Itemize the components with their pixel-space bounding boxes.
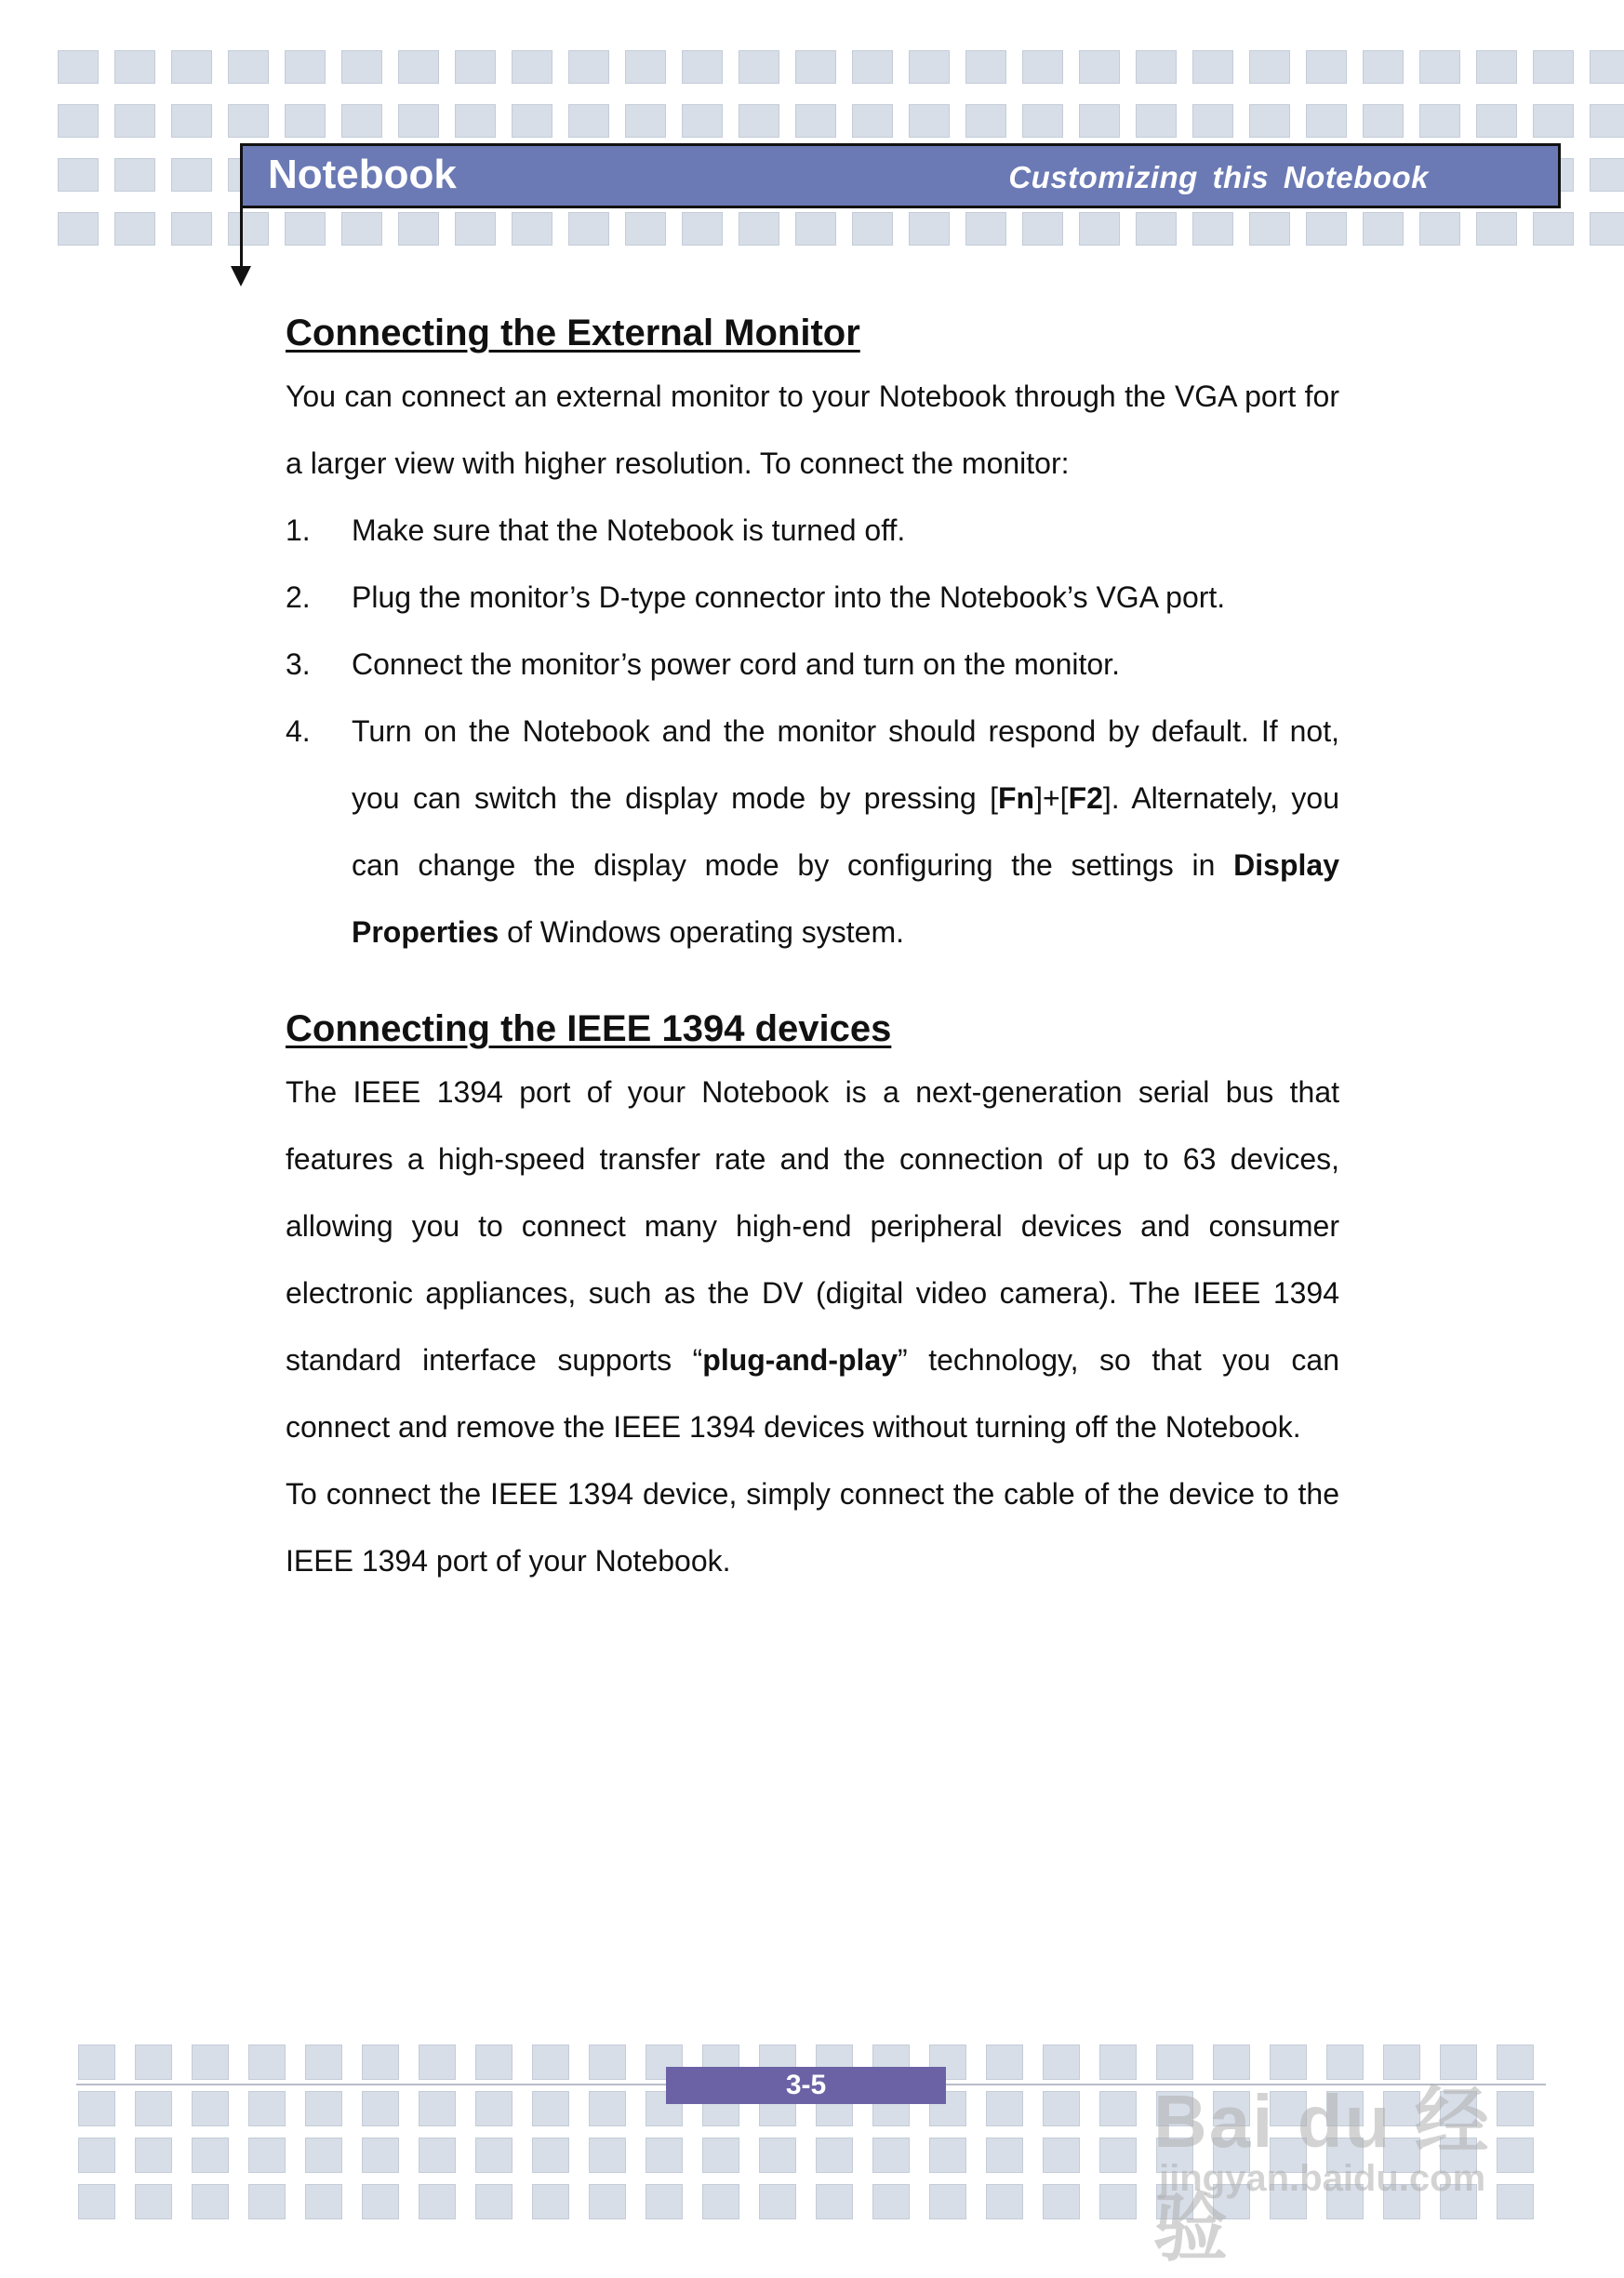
decorative-tile: [702, 2138, 739, 2173]
decorative-tile: [702, 2184, 739, 2219]
decorative-tile: [1590, 212, 1624, 246]
step-text: Connect the monitor’s power cord and turn on the monitor.: [352, 647, 1120, 681]
decorative-tile: [135, 2091, 172, 2126]
decorative-tile: [58, 104, 99, 138]
decorative-tile: [568, 104, 609, 138]
decorative-tile: [398, 50, 439, 84]
decorative-tile: [305, 2045, 342, 2080]
decorative-tile: [475, 2045, 512, 2080]
decorative-tile: [1249, 50, 1290, 84]
decorative-tile: [1099, 2091, 1137, 2126]
decorative-tile: [1192, 104, 1233, 138]
decorative-tile: [455, 212, 496, 246]
decorative-tile: [362, 2184, 399, 2219]
decorative-tile: [1590, 50, 1624, 84]
decorative-tile: [78, 2184, 115, 2219]
decorative-tile: [1136, 50, 1177, 84]
step-item: [286, 564, 1339, 631]
decorative-tile: [532, 2184, 569, 2219]
decorative-tile: [1363, 104, 1404, 138]
decorative-tile: [986, 2138, 1023, 2173]
decorative-tile: [58, 50, 99, 84]
decorative-tile: [1419, 104, 1460, 138]
decorative-tile: [171, 212, 212, 246]
decorative-tile: [1192, 212, 1233, 246]
decorative-tile: [682, 212, 723, 246]
decorative-tile: [625, 212, 666, 246]
decorative-tile: [739, 50, 779, 84]
decorative-tile: [512, 50, 552, 84]
decorative-tile: [192, 2184, 229, 2219]
decorative-tile: [759, 2184, 796, 2219]
decorative-tile: [192, 2045, 229, 2080]
decorative-tile: [965, 212, 1006, 246]
decorative-tile: [1590, 158, 1624, 192]
decorative-tile: [285, 104, 326, 138]
decorative-tile: [589, 2045, 626, 2080]
watermark-brand: Bai du 经验: [1153, 2080, 1491, 2270]
decorative-tile: [1363, 50, 1404, 84]
decorative-tile: [589, 2138, 626, 2173]
decorative-tile: [305, 2138, 342, 2173]
decorative-tile: [512, 212, 552, 246]
decorative-tile: [1022, 50, 1063, 84]
decorative-tile: [1079, 104, 1120, 138]
monitor-intro: You can connect an external monitor to your Notebook through the VGA port for a larger view with higher resolution. To connect the monitor:: [286, 380, 1339, 480]
decorative-tile: [1306, 104, 1347, 138]
decorative-tile: [1533, 104, 1574, 138]
step-text: Make sure that the Notebook is turned off.: [352, 513, 906, 547]
decorative-tile: [362, 2138, 399, 2173]
decorative-tile: [135, 2138, 172, 2173]
decorative-tile: [248, 2184, 286, 2219]
decorative-tile: [114, 158, 155, 192]
decorative-tile: [475, 2184, 512, 2219]
decorative-tile: [192, 2091, 229, 2126]
decorative-tile: [965, 104, 1006, 138]
section-heading-ieee1394: Connecting the IEEE 1394 devices: [286, 1008, 892, 1049]
decorative-tile: [909, 104, 950, 138]
decorative-tile: [192, 2138, 229, 2173]
decorative-tile: [1306, 212, 1347, 246]
decorative-tile: [362, 2045, 399, 2080]
decorative-tile: [398, 104, 439, 138]
decorative-tile: [1043, 2045, 1080, 2080]
decorative-tile: [929, 2184, 966, 2219]
decorative-tile: [1136, 104, 1177, 138]
decorative-tile: [305, 2091, 342, 2126]
decorative-tile: [872, 2138, 910, 2173]
key-f2: F2: [1068, 781, 1103, 815]
decorative-tile: [78, 2091, 115, 2126]
decorative-tile: [795, 104, 836, 138]
decorative-tile: [795, 50, 836, 84]
decorative-tile: [398, 212, 439, 246]
decorative-tile: [58, 158, 99, 192]
decorative-tile: [135, 2184, 172, 2219]
decorative-tile: [568, 50, 609, 84]
decorative-tile: [816, 2138, 853, 2173]
down-arrow-icon: [231, 266, 251, 286]
decorative-tile: [852, 50, 893, 84]
decorative-tile: [1249, 104, 1290, 138]
key-fn: Fn: [998, 781, 1035, 815]
ieee-paragraph-1: [286, 1059, 1339, 1460]
decorative-tile: [986, 2184, 1023, 2219]
decorative-tile: [1363, 212, 1404, 246]
decorative-tile: [625, 50, 666, 84]
decorative-tile: [341, 104, 382, 138]
decorative-tile: [1043, 2138, 1080, 2173]
decorative-tile: [872, 2184, 910, 2219]
decorative-tile: [475, 2138, 512, 2173]
step-text: ]. Alternately, you can change the display mode by configuring the settings in: [352, 781, 1339, 882]
header-section-title: Customizing this Notebook: [1008, 160, 1429, 194]
decorative-tile: [58, 212, 99, 246]
decorative-tile: [171, 158, 212, 192]
decorative-tile: [1099, 2184, 1137, 2219]
step-number: 2.: [286, 580, 311, 614]
display-properties-term: Display Properties: [352, 848, 1339, 949]
decorative-tile: [532, 2091, 569, 2126]
decorative-tile: [1022, 212, 1063, 246]
decorative-tile: [795, 212, 836, 246]
decorative-tile: [1249, 212, 1290, 246]
decorative-tile: [248, 2091, 286, 2126]
decorative-tile: [1079, 212, 1120, 246]
decorative-tile: [362, 2091, 399, 2126]
decorative-tile: [986, 2091, 1023, 2126]
main-content: [286, 303, 1339, 1594]
decorative-tile: [419, 2138, 456, 2173]
step-number: 1.: [286, 513, 311, 547]
decorative-tile: [1476, 50, 1517, 84]
decorative-tile: [305, 2184, 342, 2219]
section-heading-monitor: Connecting the External Monitor: [286, 313, 860, 353]
ieee-text: The IEEE 1394 port of your Notebook is a next-generation serial bus that features a high-speed transfer rate and the connection of up to 63 devices, allowing you to connect many high-end peripheral devices and consumer electronic appliances, such as the DV (digital video camera). The IEEE 1394 standard interface supports “: [286, 1075, 1339, 1377]
step-number: 3.: [286, 647, 311, 681]
decorative-tile: [739, 104, 779, 138]
decorative-tile: [1022, 104, 1063, 138]
arrow-line: [240, 208, 243, 270]
step-text: Plug the monitor’s D-type connector into the Notebook’s VGA port.: [352, 580, 1226, 614]
decorative-tile: [248, 2045, 286, 2080]
decorative-tile: [1306, 50, 1347, 84]
decorative-tile: [228, 212, 269, 246]
decorative-tile: [78, 2045, 115, 2080]
monitor-steps: [286, 497, 1339, 966]
decorative-tile: [1590, 104, 1624, 138]
decorative-tile: [228, 104, 269, 138]
step-item: [286, 698, 1339, 966]
decorative-tile: [512, 104, 552, 138]
decorative-tile: [475, 2091, 512, 2126]
decorative-tile: [1099, 2045, 1137, 2080]
decorative-tile: [759, 2138, 796, 2173]
decorative-tile: [171, 104, 212, 138]
step-text: ]+[: [1034, 781, 1069, 815]
decorative-tile: [135, 2045, 172, 2080]
page-number: 3-5: [666, 2067, 946, 2104]
decorative-tile: [1192, 50, 1233, 84]
decorative-tile: [248, 2138, 286, 2173]
decorative-tile: [986, 2045, 1023, 2080]
decorative-tile: [1476, 212, 1517, 246]
decorative-tile: [1476, 104, 1517, 138]
decorative-tile: [965, 50, 1006, 84]
decorative-tile: [909, 50, 950, 84]
decorative-tile: [114, 50, 155, 84]
decorative-tile: [568, 212, 609, 246]
decorative-tile: [341, 212, 382, 246]
decorative-tile: [852, 212, 893, 246]
step-text: Turn on the Notebook and the monitor should respond by default. If not, you can switch the display mode by pressing [: [352, 714, 1339, 815]
decorative-tile: [909, 212, 950, 246]
decorative-tile: [228, 50, 269, 84]
decorative-tile: [1099, 2138, 1137, 2173]
decorative-tile: [419, 2184, 456, 2219]
decorative-tile: [78, 2138, 115, 2173]
decorative-tile: [1419, 212, 1460, 246]
decorative-tile: [455, 50, 496, 84]
decorative-tile: [1043, 2091, 1080, 2126]
step-item: [286, 631, 1339, 698]
decorative-tile: [1079, 50, 1120, 84]
decorative-tile: [114, 212, 155, 246]
decorative-tile: [1533, 212, 1574, 246]
decorative-tile: [532, 2045, 569, 2080]
decorative-tile: [419, 2091, 456, 2126]
decorative-tile: [1043, 2184, 1080, 2219]
section-gap: [286, 966, 1339, 999]
baidu-watermark: [1153, 2028, 1563, 2270]
decorative-tile: [455, 104, 496, 138]
header-title: Notebook: [268, 152, 457, 197]
step-number: 4.: [286, 714, 311, 748]
decorative-tile: [682, 104, 723, 138]
decorative-tile: [285, 50, 326, 84]
decorative-tile: [341, 50, 382, 84]
decorative-tile: [171, 50, 212, 84]
decorative-tile: [682, 50, 723, 84]
decorative-tile: [114, 104, 155, 138]
plug-and-play-term: plug-and-play: [702, 1343, 899, 1377]
decorative-tile: [419, 2045, 456, 2080]
decorative-tile: [646, 2138, 683, 2173]
ieee-text: ” technology, so that you can connect and remove the IEEE 1394 devices without turning off the Notebook.: [286, 1343, 1340, 1444]
step-item: [286, 497, 1339, 564]
decorative-tile: [1533, 50, 1574, 84]
decorative-tile: [852, 104, 893, 138]
decorative-tile: [646, 2184, 683, 2219]
watermark-url: jingyan.baidu.com: [1159, 2158, 1486, 2199]
decorative-tile: [625, 104, 666, 138]
ieee-paragraph-2: To connect the IEEE 1394 device, simply connect the cable of the device to the IEEE 1394 port of your Notebook.: [286, 1477, 1339, 1578]
decorative-tile: [1136, 212, 1177, 246]
decorative-tile: [589, 2184, 626, 2219]
decorative-tile: [589, 2091, 626, 2126]
decorative-tile: [1419, 50, 1460, 84]
decorative-tile: [739, 212, 779, 246]
decorative-tile: [816, 2184, 853, 2219]
decorative-tile: [929, 2138, 966, 2173]
decorative-tile: [532, 2138, 569, 2173]
step-text: of Windows operating system.: [499, 915, 905, 949]
decorative-tile: [285, 212, 326, 246]
